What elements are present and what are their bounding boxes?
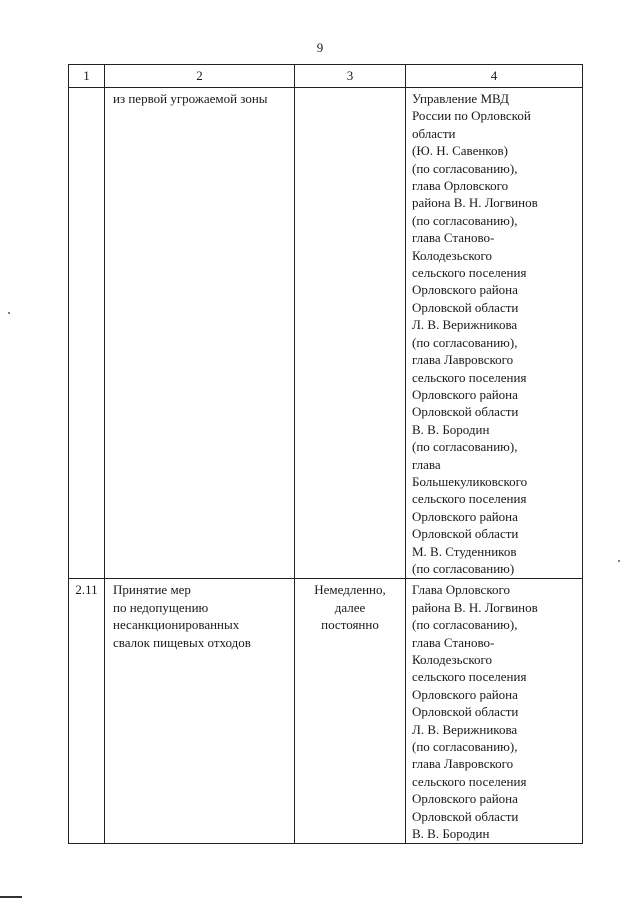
text-line: области — [412, 125, 456, 141]
text-line: Орловского района — [412, 791, 518, 807]
text-line: несанкционированных — [113, 617, 240, 633]
text-line: Орловского района — [412, 282, 518, 298]
text-line: (по согласованию), — [412, 739, 518, 755]
text-line: сельского поселения — [412, 669, 527, 685]
text-line: по недопущению — [113, 599, 209, 615]
page-number: 9 — [316, 40, 324, 55]
text-line: (Ю. Н. Савенков) — [412, 143, 508, 159]
text-line: Колодезьского — [412, 247, 493, 263]
text-line: постоянно — [321, 617, 379, 633]
header-col-2: 2 — [105, 65, 295, 88]
text-line: Орловского района — [412, 508, 518, 524]
text-line: глава Станово- — [412, 230, 495, 246]
text-line: (по согласованию), — [412, 617, 518, 633]
text-line: сельского поселения — [412, 491, 527, 507]
text-line: В. В. Бородин — [412, 421, 490, 437]
text-line: Глава Орловского — [412, 582, 510, 598]
text-line: (по согласованию) — [412, 560, 515, 576]
text-line: Колодезьского — [412, 652, 493, 667]
text-line: (по согласованию), — [412, 334, 518, 350]
text-line: (по согласованию), — [412, 160, 518, 176]
text-line: сельского поселения — [412, 369, 527, 385]
row-number — [69, 88, 105, 579]
measure-term — [295, 88, 406, 579]
text-line: района В. Н. Логвинов — [412, 599, 538, 615]
text-line: далее — [334, 599, 366, 615]
text-line: глава Орловского — [412, 178, 509, 194]
text-line: (по согласованию), — [412, 439, 518, 455]
text-line: Большекуликовского — [412, 473, 528, 489]
text-line: В. В. Бородин — [412, 826, 490, 842]
measure-text — [105, 88, 295, 579]
text-line: Орловской области — [412, 808, 519, 824]
text-line: Орловской области — [412, 299, 519, 315]
header-col-4: 4 — [406, 65, 583, 88]
table-row — [69, 579, 583, 844]
scan-speck — [618, 560, 620, 562]
text-line: Орловского района — [412, 386, 518, 402]
text-line: Л. В. Верижникова — [412, 317, 518, 333]
text-line: Принятие мер — [113, 582, 191, 598]
text-line: свалок пищевых отходов — [113, 634, 251, 650]
text-line: России по Орловской — [412, 108, 531, 124]
responsible-parties — [406, 579, 583, 844]
text-line: сельского поселения — [412, 773, 527, 789]
text-line: из первой угрожаемой зоны — [113, 91, 268, 106]
row-number: 2.11 — [69, 579, 105, 844]
text-line: глава — [412, 456, 441, 472]
text-line: (по согласованию), — [412, 212, 518, 228]
scan-edge-mark — [0, 896, 22, 898]
text-line: Л. В. Верижникова — [412, 721, 518, 737]
text-line: глава Станово- — [412, 634, 495, 650]
scan-speck — [8, 312, 10, 314]
text-line: Орловской области — [412, 704, 519, 720]
table-header-row — [69, 65, 583, 88]
text-line: района В. Н. Логвинов — [412, 195, 538, 211]
text-line: Орловской области — [412, 526, 519, 542]
responsible-parties — [406, 88, 583, 579]
measure-term — [295, 579, 406, 844]
text-line: сельского поселения — [412, 265, 527, 281]
measure-text — [105, 579, 295, 844]
text-line: глава Лавровского — [412, 352, 514, 368]
text-line: М. В. Студенников — [412, 543, 517, 559]
text-line: Немедленно, — [314, 582, 386, 598]
header-col-3: 3 — [295, 65, 406, 88]
text-line: Орловской области — [412, 404, 519, 420]
text-line: Управление МВД — [412, 91, 510, 106]
text-line: глава Лавровского — [412, 756, 514, 772]
measures-table — [68, 64, 583, 844]
table-row — [69, 88, 583, 579]
header-col-1: 1 — [69, 65, 105, 88]
text-line: Орловского района — [412, 686, 518, 702]
